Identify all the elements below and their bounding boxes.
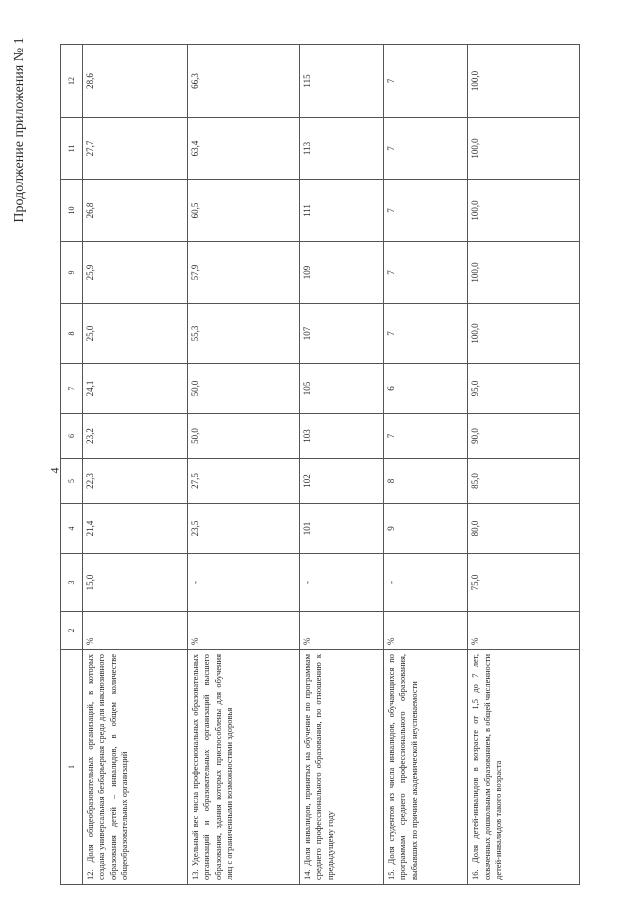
indicator-value: 103 xyxy=(299,414,383,459)
indicator-description: 16. Доля детей-инвалидов в возрасте от 1,5 до 7 лет, охваченных дошкольным образованием, в общей численности детей-инвалидов такого возраста xyxy=(468,650,580,885)
indicator-value: 100,0 xyxy=(468,180,580,242)
indicator-value: 63,4 xyxy=(187,118,299,180)
indicator-description: 14. Доля инвалидов, принятых на обучение по программам среднего профессионального образования, по отношению к предыдущему году xyxy=(299,650,383,885)
col-header: 1 xyxy=(61,650,83,885)
indicator-value: 27,5 xyxy=(187,459,299,504)
indicator-value: 7 xyxy=(383,45,467,118)
indicator-value: 55,3 xyxy=(187,304,299,364)
indicator-value: 90,0 xyxy=(468,414,580,459)
indicator-value: 95,0 xyxy=(468,364,580,414)
col-header: 7 xyxy=(61,364,83,414)
indicator-description: 15. Доля студентов из числа инвалидов, обучающихся по программам среднего профессионального образования, выбывших по причине академической неуспеваемости xyxy=(383,650,467,885)
indicator-value: 75,0 xyxy=(468,554,580,612)
indicator-description: 12. Доля общеобразовательных организаций, в которых создана универсальная безбарьерная среда для инклюзивного образования детей – инвалидов, в общем количестве общеобразовательных организаций xyxy=(83,650,188,885)
indicator-value: 85,0 xyxy=(468,459,580,504)
indicator-value: - xyxy=(383,554,467,612)
appendix-heading-text: Продолжение приложения № 1 xyxy=(12,37,27,223)
table-row xyxy=(299,45,383,885)
indicator-value: 100,0 xyxy=(468,304,580,364)
indicator-description: 13. Удельный вес числа профессиональных образовательных организаций и образовательных организаций высшего образования, здания которых приспособлены для обучения лиц с ограниченными возможностями здоровья xyxy=(187,650,299,885)
col-header: 11 xyxy=(61,118,83,180)
indicator-value: 100,0 xyxy=(468,118,580,180)
indicator-value: 50,0 xyxy=(187,414,299,459)
indicator-value: 101 xyxy=(299,504,383,554)
table-row xyxy=(468,45,580,885)
indicator-value: 107 xyxy=(299,304,383,364)
indicator-value: 25,0 xyxy=(83,304,188,364)
col-header: 4 xyxy=(61,504,83,554)
col-header: 5 xyxy=(61,459,83,504)
indicator-value: 57,9 xyxy=(187,242,299,304)
indicator-value: 50,0 xyxy=(187,364,299,414)
indicators-table xyxy=(60,44,580,885)
indicator-value: 24,1 xyxy=(83,364,188,414)
indicator-unit: % xyxy=(468,612,580,650)
indicator-value: 109 xyxy=(299,242,383,304)
page-number: 4 xyxy=(47,467,62,474)
indicator-value: 22,3 xyxy=(83,459,188,504)
indicator-unit: % xyxy=(187,612,299,650)
col-header: 10 xyxy=(61,180,83,242)
indicator-value: 9 xyxy=(383,504,467,554)
indicator-value: 7 xyxy=(383,180,467,242)
col-header: 12 xyxy=(61,45,83,118)
table-row xyxy=(187,45,299,885)
indicator-value: 66,3 xyxy=(187,45,299,118)
indicator-value: 6 xyxy=(383,364,467,414)
col-header: 3 xyxy=(61,554,83,612)
table-row xyxy=(383,45,467,885)
col-header: 2 xyxy=(61,612,83,650)
indicator-value: 25,9 xyxy=(83,242,188,304)
indicator-value: 7 xyxy=(383,118,467,180)
indicator-value: 23,5 xyxy=(187,504,299,554)
indicator-value: 7 xyxy=(383,414,467,459)
table-row xyxy=(83,45,188,885)
indicator-value: 100,0 xyxy=(468,45,580,118)
indicator-value: 28,6 xyxy=(83,45,188,118)
table-body xyxy=(83,45,580,885)
col-header: 8 xyxy=(61,304,83,364)
indicator-unit: % xyxy=(83,612,188,650)
indicator-value: 111 xyxy=(299,180,383,242)
indicator-value: 7 xyxy=(383,304,467,364)
indicator-value: - xyxy=(299,554,383,612)
col-header: 9 xyxy=(61,242,83,304)
indicator-value: 23,2 xyxy=(83,414,188,459)
indicator-value: 8 xyxy=(383,459,467,504)
indicator-value: 80,0 xyxy=(468,504,580,554)
header-row xyxy=(61,45,83,885)
indicator-value: 21,4 xyxy=(83,504,188,554)
indicator-value: 100,0 xyxy=(468,242,580,304)
indicator-value: 115 xyxy=(299,45,383,118)
indicator-value: 105 xyxy=(299,364,383,414)
indicator-value: 60,5 xyxy=(187,180,299,242)
table-container xyxy=(60,45,580,885)
indicator-unit: % xyxy=(299,612,383,650)
indicator-value: - xyxy=(187,554,299,612)
indicator-value: 7 xyxy=(383,242,467,304)
indicator-value: 102 xyxy=(299,459,383,504)
indicator-value: 27,7 xyxy=(83,118,188,180)
col-header: 6 xyxy=(61,414,83,459)
rotated-table xyxy=(60,45,580,885)
indicator-value: 15,0 xyxy=(83,554,188,612)
indicator-value: 26,8 xyxy=(83,180,188,242)
indicator-unit: % xyxy=(383,612,467,650)
indicator-value: 113 xyxy=(299,118,383,180)
